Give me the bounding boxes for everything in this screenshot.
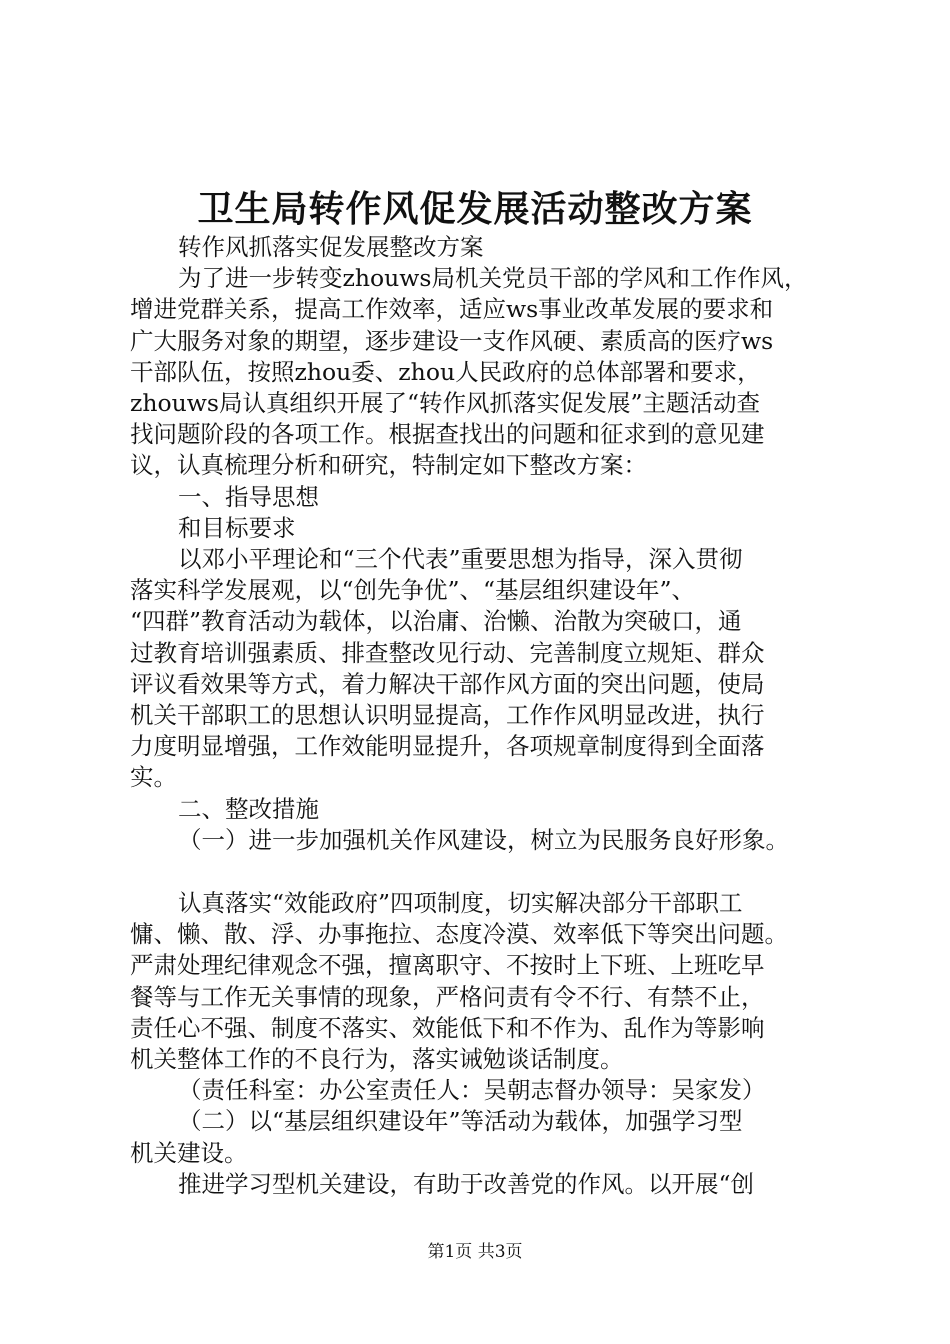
body-line: zhouws局认真组织开展了“转作风抓落实促发展”主题活动查 [130,389,761,418]
body-line: 力度明显增强，工作效能明显提升，各项规章制度得到全面落 [130,732,765,761]
body-line: 议，认真梳理分析和研究，特制定如下整改方案： [130,451,647,480]
body-line: 机关整体工作的不良行为，落实诫勉谈话制度。 [130,1045,624,1074]
subsection-heading: （二）以“基层组织建设年”等活动为载体，加强学习型 [178,1107,743,1136]
body-line: 增进党群关系，提高工作效率，适应ws事业改革发展的要求和 [130,295,774,324]
body-line: 机关干部职工的思想认识明显提高，工作作风明显改进，执行 [130,701,765,730]
body-line: 转作风抓落实促发展整改方案 [178,233,484,261]
document-title: 卫生局转作风促发展活动整改方案 [197,188,753,230]
body-line: 过教育培训强素质、排查整改见行动、完善制度立规矩、群众 [130,638,765,667]
body-line: 认真落实“效能政府”四项制度，切实解决部分干部职工 [178,889,743,918]
body-line: 落实科学发展观，以“创先争优”、“基层组织建设年”、 [130,576,696,605]
body-line: 实。 [130,763,177,792]
body-line: 餐等与工作无关事情的现象，严格问责有令不行、有禁不止， [130,982,765,1011]
body-line: 推进学习型机关建设，有助于改善党的作风。以开展“创 [178,1169,755,1198]
responsibility-note: （责任科室：办公室责任人：吴朝志督办领导：吴家发） [178,1076,766,1105]
body-line: 严肃处理纪律观念不强，擅离职守、不按时上下班、上班吃早 [130,951,765,980]
body-line: 找问题阶段的各项工作。根据查找出的问题和征求到的意见建 [130,420,765,449]
body-line: 为了进一步转变zhouws局机关党员干部的学风和工作作风， [178,264,808,293]
body-line: 干部队伍，按照zhou委、zhou人民政府的总体部署和要求， [130,357,761,386]
page-number-footer: 第1页 共3页 [427,1242,523,1262]
body-line: 广大服务对象的期望，逐步建设一支作风硬、素质高的医疗ws [130,326,774,355]
body-line: “四群”教育活动为载体，以治庸、治懒、治散为突破口，通 [130,607,742,636]
body-line: 责任心不强、制度不落实、效能低下和不作为、乱作为等影响 [130,1013,765,1042]
section-heading: 和目标要求 [178,513,296,542]
subsection-heading: （一）进一步加强机关作风建设，树立为民服务良好形象。 [178,825,789,854]
section-heading: 一、指导思想 [178,482,319,511]
body-line: 评议看效果等方式，着力解决干部作风方面的突出问题，使局 [130,669,765,698]
body-line: 机关建设。 [130,1138,248,1167]
paragraph-gap [130,856,842,888]
body-line: 以邓小平理论和“三个代表”重要思想为指导，深入贯彻 [178,545,743,574]
section-heading: 二、整改措施 [178,794,319,823]
body-line: 慵、懒、散、浮、办事拖拉、态度冷漠、效率低下等突出问题。 [130,920,788,949]
document-body [130,232,842,1200]
